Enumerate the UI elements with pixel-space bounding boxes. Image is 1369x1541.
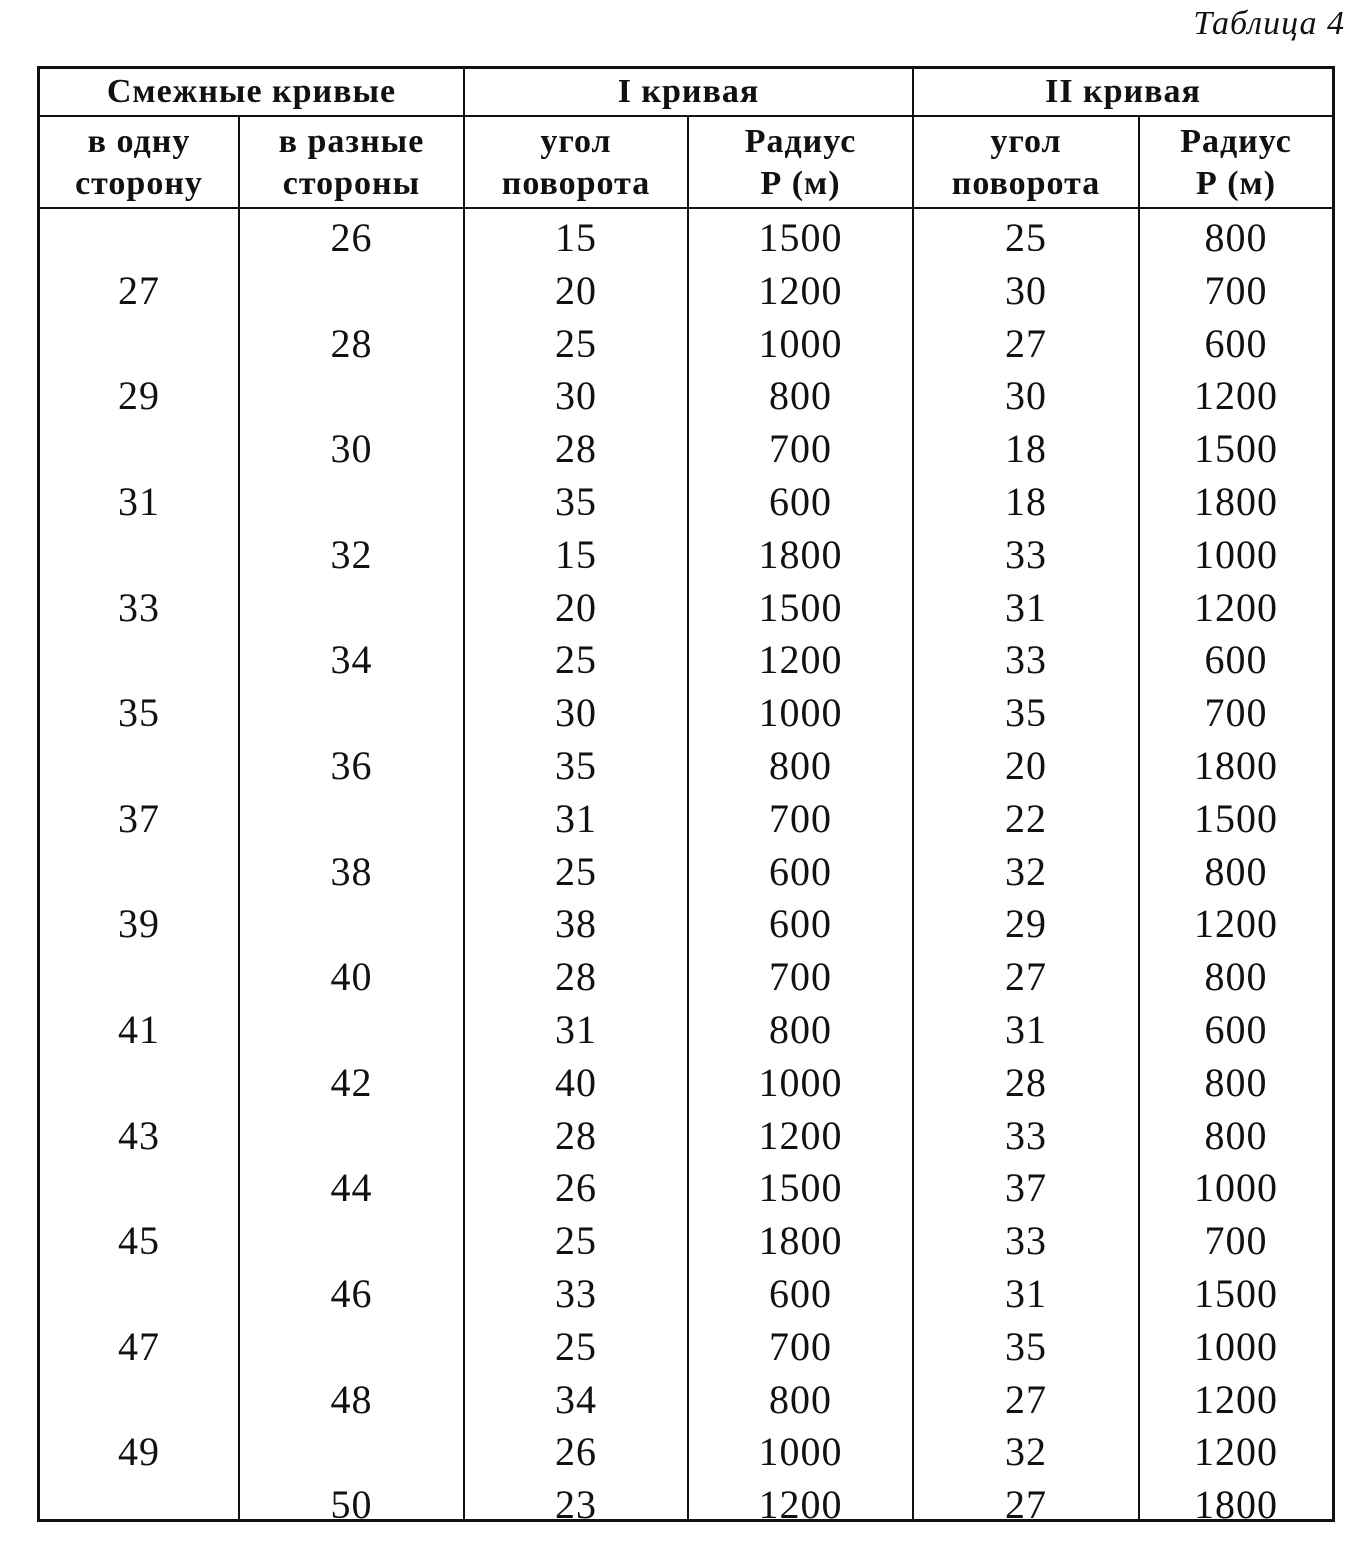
cell-radius2: 1800	[1194, 743, 1278, 788]
cell-diff-sides: 36	[330, 743, 373, 788]
cell-radius1: 800	[769, 1376, 832, 1422]
header-radius1	[689, 121, 912, 205]
cell-angle1: 25	[555, 848, 597, 894]
cell-radius2: 800	[1204, 1059, 1268, 1105]
header-same-side	[40, 121, 238, 205]
cell-radius1: 1200	[758, 267, 843, 313]
cell-radius2: 800	[1204, 215, 1268, 260]
cell-radius2: 1800	[1194, 479, 1278, 524]
cell-diff-sides: 42	[330, 1059, 373, 1105]
cell-radius2: 1200	[1194, 1376, 1278, 1422]
header-group-adjacent: Смежные кривые	[106, 73, 397, 110]
cell-angle2: 30	[1005, 267, 1047, 313]
cell-angle1: 33	[555, 1271, 597, 1316]
cell-angle1: 30	[555, 373, 597, 419]
cell-radius2: 800	[1204, 848, 1268, 894]
cell-radius1: 700	[769, 426, 832, 472]
cell-diff-sides: 46	[330, 1271, 373, 1316]
cell-angle1: 25	[555, 320, 597, 366]
cell-angle2: 33	[1005, 1112, 1047, 1158]
cell-angle1: 28	[555, 1112, 597, 1158]
cell-angle2: 18	[1005, 426, 1047, 472]
cell-diff-sides: 28	[330, 320, 373, 366]
cell-angle2: 20	[1005, 743, 1047, 788]
header-group-curve2: II кривая	[1045, 73, 1201, 110]
cell-radius1: 1200	[758, 637, 843, 683]
cell-angle2: 33	[1005, 531, 1047, 577]
cell-radius2: 800	[1204, 954, 1268, 1000]
cell-angle2: 25	[1005, 215, 1047, 260]
cell-angle2: 31	[1005, 584, 1047, 630]
cell-diff-sides: 50	[330, 1482, 373, 1528]
cell-angle1: 20	[555, 267, 597, 313]
cell-radius1: 1800	[758, 531, 843, 577]
cell-angle2: 30	[1005, 373, 1047, 419]
cell-radius1: 1500	[758, 584, 843, 630]
cell-radius2: 1200	[1194, 584, 1278, 630]
cell-diff-sides: 30	[330, 426, 373, 472]
cell-angle2: 28	[1005, 1059, 1047, 1105]
header-diff-sides-line2: стороны	[282, 165, 421, 202]
cell-angle2: 31	[1005, 1271, 1047, 1316]
cell-radius1: 1200	[758, 1112, 843, 1158]
cell-diff-sides: 40	[330, 954, 373, 1000]
header-angle1	[465, 121, 687, 205]
cell-radius1: 800	[769, 743, 832, 788]
cell-angle2: 18	[1005, 479, 1047, 524]
cell-diff-sides: 48	[330, 1376, 373, 1422]
cell-angle1: 25	[555, 1323, 597, 1369]
cell-radius1: 600	[769, 1271, 832, 1316]
cell-angle2: 32	[1005, 1429, 1047, 1475]
cell-same-side: 49	[118, 1429, 160, 1475]
cell-angle1: 35	[555, 479, 597, 524]
header-angle1-line1: угол	[540, 123, 612, 160]
cell-angle1: 31	[555, 795, 597, 841]
cell-radius2: 600	[1204, 637, 1268, 683]
cell-angle1: 26	[555, 1165, 597, 1211]
cell-angle1: 25	[555, 1218, 597, 1264]
cell-angle1: 35	[555, 743, 597, 788]
data-table	[37, 66, 1335, 1528]
cell-radius2: 700	[1204, 1218, 1268, 1264]
header-diff-sides	[240, 121, 463, 205]
cell-radius1: 700	[769, 795, 832, 841]
cell-angle1: 26	[555, 1429, 597, 1475]
cell-same-side: 35	[118, 690, 160, 736]
cell-radius1: 600	[769, 848, 832, 894]
cell-angle2: 35	[1005, 1323, 1047, 1369]
cell-radius1: 800	[769, 1007, 832, 1052]
cell-same-side: 41	[118, 1007, 160, 1052]
cell-diff-sides: 32	[330, 531, 373, 577]
cell-angle2: 32	[1005, 848, 1047, 894]
cell-radius2: 600	[1204, 1007, 1268, 1052]
header-group-curve1: I кривая	[617, 73, 760, 110]
cell-same-side: 43	[118, 1112, 160, 1158]
cell-angle2: 27	[1005, 954, 1047, 1000]
header-radius2-line2: Р (м)	[1195, 165, 1277, 202]
cell-angle1: 31	[555, 1007, 597, 1052]
cell-angle2: 29	[1005, 901, 1047, 947]
table-caption: Таблица 4	[1193, 5, 1345, 42]
cell-angle1: 15	[555, 215, 597, 260]
cell-angle1: 15	[555, 531, 597, 577]
cell-angle2: 22	[1005, 795, 1047, 841]
cell-angle1: 28	[555, 954, 597, 1000]
cell-angle1: 30	[555, 690, 597, 736]
cell-radius1: 700	[769, 1323, 832, 1369]
cell-radius2: 1000	[1194, 1165, 1278, 1211]
cell-diff-sides: 38	[330, 848, 373, 894]
cell-same-side: 27	[118, 267, 160, 313]
cell-angle2: 35	[1005, 690, 1047, 736]
cell-radius2: 1200	[1194, 1429, 1278, 1475]
cell-radius2: 1500	[1194, 426, 1278, 472]
cell-angle1: 40	[555, 1059, 597, 1105]
cell-radius1: 600	[769, 901, 832, 947]
cell-same-side: 39	[118, 901, 160, 947]
cell-same-side: 29	[118, 373, 160, 419]
header-same-side-line2: сторону	[75, 165, 203, 202]
cell-radius1: 1200	[758, 1482, 843, 1528]
header-angle2	[914, 121, 1138, 205]
header-diff-sides-line1: в разные	[278, 123, 425, 160]
cell-radius1: 1500	[758, 215, 843, 260]
cell-radius1: 600	[769, 479, 832, 524]
cell-radius1: 1800	[758, 1218, 843, 1264]
cell-radius1: 700	[769, 954, 832, 1000]
cell-radius1: 1500	[758, 1165, 843, 1211]
cell-radius2: 1200	[1194, 901, 1278, 947]
cell-angle1: 28	[555, 426, 597, 472]
cell-radius2: 1800	[1194, 1482, 1278, 1528]
cell-angle1: 20	[555, 584, 597, 630]
header-radius1-line2: Р (м)	[760, 165, 841, 202]
cell-same-side: 37	[118, 795, 160, 841]
header-angle2-line2: поворота	[951, 165, 1101, 202]
cell-radius2: 1000	[1194, 1323, 1278, 1369]
cell-angle2: 33	[1005, 637, 1047, 683]
header-radius2-line1: Радиус	[1180, 123, 1292, 160]
cell-radius2: 1000	[1194, 531, 1278, 577]
cell-radius2: 1500	[1194, 795, 1278, 841]
cell-diff-sides: 26	[330, 215, 373, 260]
cell-same-side: 47	[118, 1323, 160, 1369]
header-radius1-line1: Радиус	[744, 123, 857, 160]
cell-radius2: 700	[1204, 690, 1268, 736]
cell-angle2: 27	[1005, 320, 1047, 366]
header-angle1-line2: поворота	[501, 165, 651, 202]
cell-radius1: 1000	[758, 320, 843, 366]
cell-angle1: 25	[555, 637, 597, 683]
cell-angle2: 27	[1005, 1482, 1047, 1528]
cell-same-side: 33	[118, 584, 160, 630]
cell-diff-sides: 44	[330, 1165, 373, 1211]
cell-radius1: 800	[769, 373, 832, 419]
cell-angle2: 27	[1005, 1376, 1047, 1422]
cell-radius1: 1000	[758, 690, 843, 736]
cell-radius1: 1000	[758, 1059, 843, 1105]
header-radius2	[1140, 121, 1332, 205]
header-same-side-line1: в одну	[87, 123, 191, 160]
cell-diff-sides: 34	[330, 637, 373, 683]
header-angle2-line1: угол	[990, 123, 1062, 160]
cell-angle2: 37	[1005, 1165, 1047, 1211]
cell-same-side: 45	[118, 1218, 160, 1264]
cell-radius2: 800	[1204, 1112, 1268, 1158]
cell-angle1: 23	[555, 1482, 597, 1528]
cell-radius1: 1000	[758, 1429, 843, 1475]
cell-angle1: 34	[555, 1376, 597, 1422]
cell-angle1: 38	[555, 901, 597, 947]
cell-radius2: 700	[1204, 267, 1268, 313]
cell-same-side: 31	[118, 479, 160, 524]
cell-angle2: 33	[1005, 1218, 1047, 1264]
cell-radius2: 1200	[1194, 373, 1278, 419]
cell-angle2: 31	[1005, 1007, 1047, 1052]
cell-radius2: 600	[1204, 320, 1268, 366]
cell-radius2: 1500	[1194, 1271, 1278, 1316]
